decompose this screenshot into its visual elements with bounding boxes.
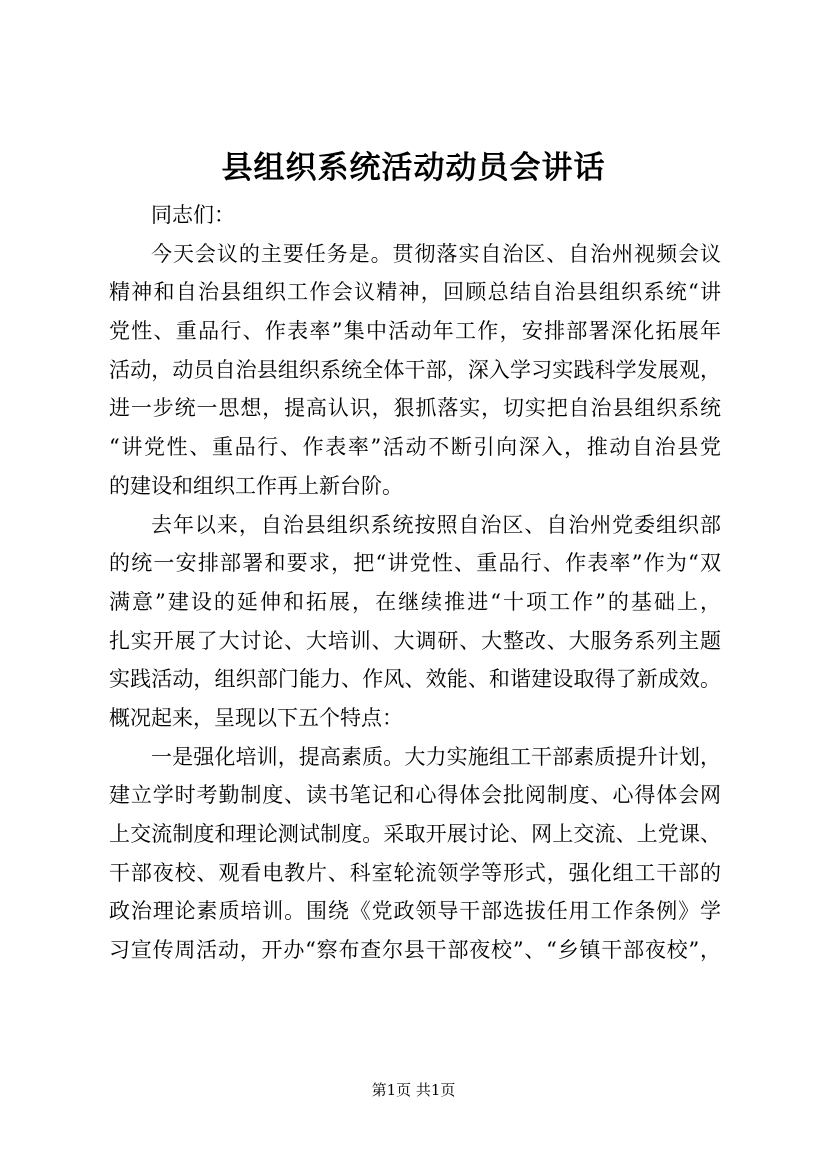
text-line: 活动，动员自治县组织系统全体干部，深入学习实践科学发展观， xyxy=(109,357,721,382)
text-line: 精神和自治县组织工作会议精神，回顾总结自治县组织系统“讲 xyxy=(109,280,721,305)
document-title: 县组织系统活动动员会讲话 xyxy=(221,150,606,186)
text-line: 的建设和组织工作再上新台阶。 xyxy=(109,473,403,498)
text-line: 的统一安排部署和要求，把“讲党性、重品行、作表率”作为“双 xyxy=(109,551,721,576)
text-line: 党性、重品行、作表率”集中活动年工作，安排部署深化拓展年 xyxy=(109,319,721,344)
text-line: 扎实开展了大讨论、大培训、大调研、大整改、大服务系列主题 xyxy=(109,628,721,653)
page-footer: 第1页 共1页 xyxy=(371,1081,456,1099)
text-line: 实践活动，组织部门能力、作风、效能、和谐建设取得了新成效。 xyxy=(109,667,721,692)
text-line: 建立学时考勤制度、读书笔记和心得体会批阅制度、心得体会网 xyxy=(109,783,721,808)
text-line: 今天会议的主要任务是。贯彻落实自治区、自治州视频会议 xyxy=(151,241,721,266)
text-line: 同志们： xyxy=(151,203,235,227)
document-body xyxy=(109,196,721,970)
text-line: 概况起来，呈现以下五个特点： xyxy=(109,705,403,730)
text-line: 去年以来，自治县组织系统按照自治区、自治州党委组织部 xyxy=(151,512,721,537)
text-line: 上交流制度和理论测试制度。采取开展讨论、网上交流、上党课、 xyxy=(109,822,721,846)
text-line: 一是强化培训，提高素质。大力实施组工干部素质提升计划， xyxy=(151,744,721,769)
text-line: 干部夜校、观看电教片、科室轮流领学等形式，强化组工干部的 xyxy=(109,860,721,885)
text-line: 满意”建设的延伸和拓展，在继续推进“十项工作”的基础上， xyxy=(109,589,721,614)
text-line: 习宣传周活动，开办“察布查尔县干部夜校”、“乡镇干部夜校”， xyxy=(109,938,721,963)
text-line: 政治理论素质培训。围绕《党政领导干部选拔任用工作条例》学 xyxy=(109,899,721,924)
text-line: 进一步统一思想，提高认识，狠抓落实，切实把自治县组织系统 xyxy=(109,396,721,421)
text-line: “讲党性、重品行、作表率”活动不断引向深入，推动自治县党 xyxy=(109,435,721,460)
